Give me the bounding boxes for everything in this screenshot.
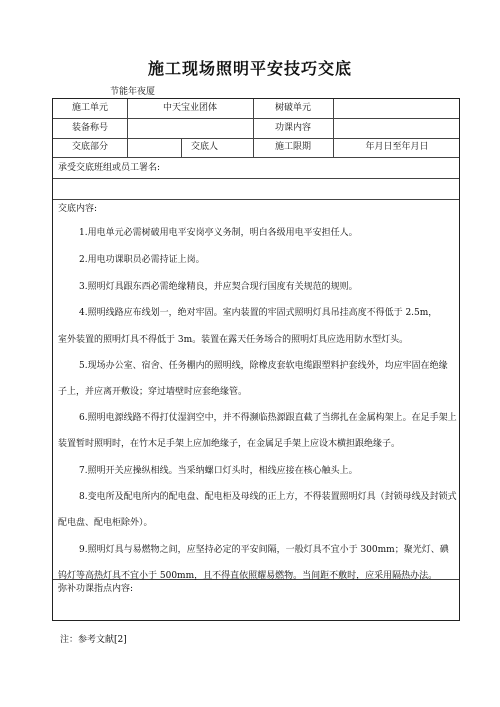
content-line: 3.照明灯具跟东西必需绝缘精良，并应契合现行国度有关规范的规则。 [79, 282, 358, 292]
column-divider [333, 99, 334, 138]
content-line: 9.照明灯具与易燃物之间，应坚持必定的平安间隔，一般灯具不宜小于 300mm；聚光灯、碘 [79, 545, 449, 555]
work-content-label: 功课内容 [274, 123, 311, 133]
content-line: 5.现场办公室、宿舍、任务棚内的照明线，除橡皮套软电缆跟塑料护套线外，均应牢固在绝缘 [79, 361, 448, 371]
row-divider [53, 118, 459, 119]
project-name: 节能年夜厦 [110, 87, 156, 97]
builder-value: 中天宝业团体 [162, 103, 217, 113]
content-heading: 交底内容: [58, 204, 98, 214]
period-value: 年月日至年月日 [365, 142, 429, 152]
content-line: 4.照明线路应布线划一，绝对牢固。室内装置的牢固式照明灯具吊挂高度不得低于 2.5m， [79, 308, 438, 318]
content-line: 1.用电单元必需树破用电平安岗亭义务制，明白各级用电平安担任人。 [79, 228, 358, 238]
content-line: 配电盘、配电柜除外）。 [58, 518, 153, 528]
signature-label: 承受交底班组或员工署名: [58, 163, 161, 173]
footnote: 注：参考文献[2] [60, 635, 127, 645]
document-title: 施工现场照明平安技巧交底 [147, 59, 352, 78]
period-label: 施工限期 [274, 142, 311, 152]
content-line: 6.照明电源线路不得打仗湿润空中，并不得濒临热源跟直截了当绑扎在金属构架上。在足手架上 [79, 413, 457, 423]
row-divider [53, 138, 459, 139]
content-line: 8.变电所及配电所内的配电盘、配电柜及母线的正上方，不得装置照明灯具（封锁母线及封锁式 [79, 492, 457, 502]
equipment-name-label: 装备称号 [71, 123, 108, 133]
content-line: 钨灯等高热灯具不宜小于 500mm，且不得直依照耀易燃物。当间距不敷时，应采用隔热办法。 [58, 571, 438, 581]
briefer-label: 交底人 [191, 142, 219, 152]
content-line: 装置暂时照明时，在竹木足手架上应加绝缘子，在金属足手架上应设木横担跟绝缘子。 [58, 439, 401, 449]
department-label: 交底部分 [71, 142, 108, 152]
row-divider [53, 157, 459, 158]
content-line: 7.照明开关应操纵相线。当采纳螺口灯头时，相线应接在核心触头上。 [79, 466, 358, 476]
supplement-label: 弥补功课指点内容: [58, 584, 134, 594]
builder-label: 施工单元 [71, 103, 108, 113]
content-line: 子上，并应离开敷设；穿过墙壁时应套绝缘管。 [58, 387, 248, 397]
content-line: 2.用电功课职员必需持证上岗。 [79, 255, 205, 265]
row-divider [53, 199, 459, 200]
column-divider [127, 138, 128, 157]
content-line: 室外装置的照明灯具不得低于 3m。装置在露天任务场合的照明灯具应选用防水型灯头。 [58, 335, 409, 345]
briefing-form [52, 98, 460, 621]
owner-label: 树破单元 [274, 103, 311, 113]
row-divider [53, 178, 459, 179]
